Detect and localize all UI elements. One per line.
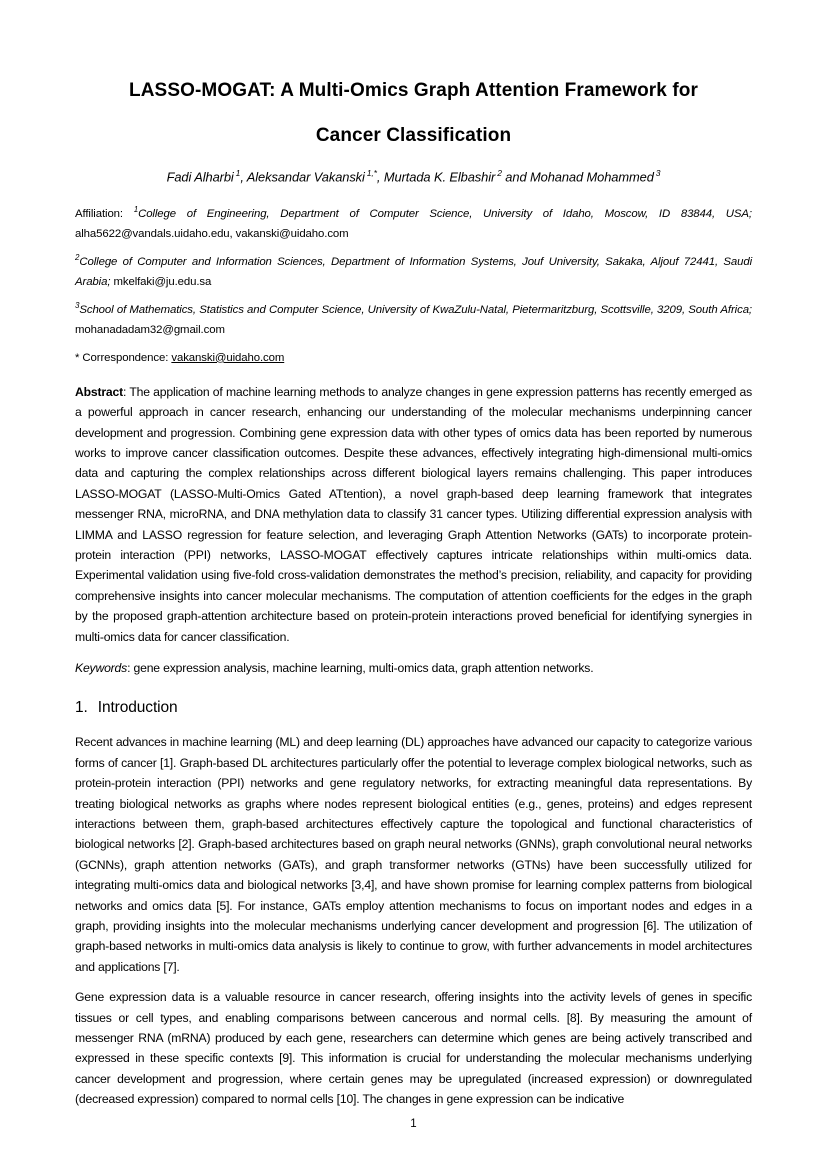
section-heading-text: Introduction — [97, 699, 178, 717]
correspondence-line — [75, 348, 752, 368]
title-line-1: LASSO-MOGAT: A Multi-Omics Graph Attention Framework for — [129, 80, 698, 101]
author-1-affiliation-marker: 1 — [235, 168, 241, 178]
intro-paragraph-2: Gene expression data is a valuable resource in cancer research, offering insights into the activity levels of genes in specific tissues or cell types, and enabling comparisons between cancerous and normal cells. [8]. By measuring the amount of messenger RNA (mRNA) produced by each gene, researchers can determine which genes are being actively transcribed and expressed in these specific contexts [9]. This information is crucial for understanding the molecular mechanisms underlying cancer development and progression, where certain genes may be upregulated (increased expression) or downregulated (decreased expression) compared to normal cells [10]. The changes in gene expression can be indicative — [75, 990, 752, 1107]
affiliation-2-emails: mkelfaki@ju.edu.sa — [110, 275, 212, 288]
keywords-label-separator: : — [127, 660, 134, 675]
intro-paragraph-1: Recent advances in machine learning (ML) and deep learning (DL) approaches have advanced our capacity to categorize various forms of cancer [1]. Graph-based DL architectures particularly offer the potential to leverage complex biological networks, such as protein-protein interaction (PPI) networks and gene regulatory networks, for extracting meaningful data representations. By treating biological networks as graphs where nodes represent biological entities (e.g., genes, proteins) and edges represent interactions between them, graph-based architectures effectively capture the topological and functional characteristics of biological networks [2]. Graph-based architectures based on graph neural networks (GNNs), graph convolutional neural networks (GCNNs), graph attention networks (GATs), and graph transformer networks (GTNs) have been successfully utilized for integrating multi-omics data and biological networks [3,4], and have shown promise for learning complex patterns from biological networks and omics data [5]. For instance, GATs employ attention mechanisms to focus on important nodes and edges in a graph, providing insights into the molecular mechanisms underlying cancer development and progression [6]. The utilization of graph-based networks in multi-omics data analysis is likely to continue to grow, with further advancements in model architectures and applications [7]. — [75, 735, 752, 974]
affiliation-2-marker: 2 — [75, 253, 80, 263]
affiliation-3-institution: School of Mathematics, Statistics and Computer Science, University of KwaZulu-Natal, Pietermaritzburg, Scottsville, 3209, South Africa; — [79, 303, 752, 316]
keywords-line — [75, 658, 752, 678]
author-name-2: Aleksandar Vakanski — [246, 169, 365, 185]
affiliation-2 — [75, 248, 752, 292]
author-2-affiliation-marker: 1,* — [366, 168, 377, 178]
section-heading-introduction — [75, 696, 752, 720]
affiliation-3 — [75, 296, 752, 340]
affiliation-1-marker: 1 — [133, 205, 139, 215]
page-number: 1 — [410, 1118, 417, 1130]
author-separator-1: , — [240, 169, 247, 185]
author-separator-2: , — [376, 169, 384, 185]
title-line-2: Cancer Classification — [315, 125, 512, 146]
keywords-label: Keywords — [75, 660, 128, 675]
author-name-3: Murtada K. Elbashir — [383, 169, 496, 185]
authors-line — [75, 162, 752, 188]
abstract-label: Abstract — [75, 384, 124, 399]
author-4-affiliation-marker: 3 — [655, 168, 661, 178]
author-3-affiliation-marker: 2 — [497, 168, 502, 178]
affiliation-1-emails: alha5622@vandals.uidaho.edu, vakanski@uidaho.com — [75, 228, 349, 241]
keywords-text: gene expression analysis, machine learning, multi-omics data, graph attention networks. — [133, 660, 594, 675]
section-number: 1. — [75, 699, 88, 717]
affiliation-2-institution: College of Computer and Information Sciences, Department of Information Systems, Jouf University, Sakaka, Aljouf 72441, Saudi Arabia; — [75, 255, 752, 288]
abstract-paragraph — [75, 382, 752, 647]
page-title — [75, 68, 752, 158]
affiliation-1-institution: College of Engineering, Department of Computer Science, University of Idaho, Moscow, ID 83844, USA; — [138, 208, 752, 221]
abstract-text: The application of machine learning methods to analyze changes in gene expression patterns has recently emerged as a powerful approach in cancer research, enhancing our understanding of the molecular mechanisms underpinning cancer development and progression. Combining gene expression data with other types of omics data has been reported by numerous works to improve cancer classification outcomes. Despite these advances, effectively integrating high-dimensional multi-omics data and capturing the complex relationships across different biological layers remains challenging. This paper introduces LASSO-MOGAT (LASSO-Multi-Omics Gated ATtention), a novel graph-based deep learning framework that integrates messenger RNA, microRNA, and DNA methylation data to classify 31 cancer types. Utilizing differential expression analysis with LIMMA and LASSO regression for feature selection, and leveraging Graph Attention Networks (GATs) to incorporate protein-protein interaction (PPI) networks, LASSO-MOGAT effectively captures intricate relationships within multi-omics data. Experimental validation using five-fold cross-validation demonstrates the method’s precision, reliability, and capacity for providing comprehensive insights into cancer molecular mechanisms. The computation of attention coefficients for the edges in the graph by the proposed graph-attention architecture based on protein-protein interactions proved beneficial for identifying synergies in multi-omics data for cancer classification. — [75, 384, 752, 644]
affiliation-3-marker: 3 — [75, 300, 80, 310]
correspondence-email-link[interactable]: vakanski@uidaho.com — [171, 351, 285, 364]
author-name-4: Mohanad Mohammed — [530, 169, 654, 185]
affiliation-3-emails: mohanadadam32@gmail.com — [75, 323, 225, 336]
affiliation-1 — [75, 200, 752, 244]
affiliation-label: Affiliation: — [75, 208, 134, 221]
abstract-label-separator: : — [123, 384, 130, 399]
author-name-1: Fadi Alharbi — [166, 169, 234, 185]
correspondence-label: * Correspondence: — [75, 351, 172, 364]
author-separator-3: and — [501, 169, 530, 185]
